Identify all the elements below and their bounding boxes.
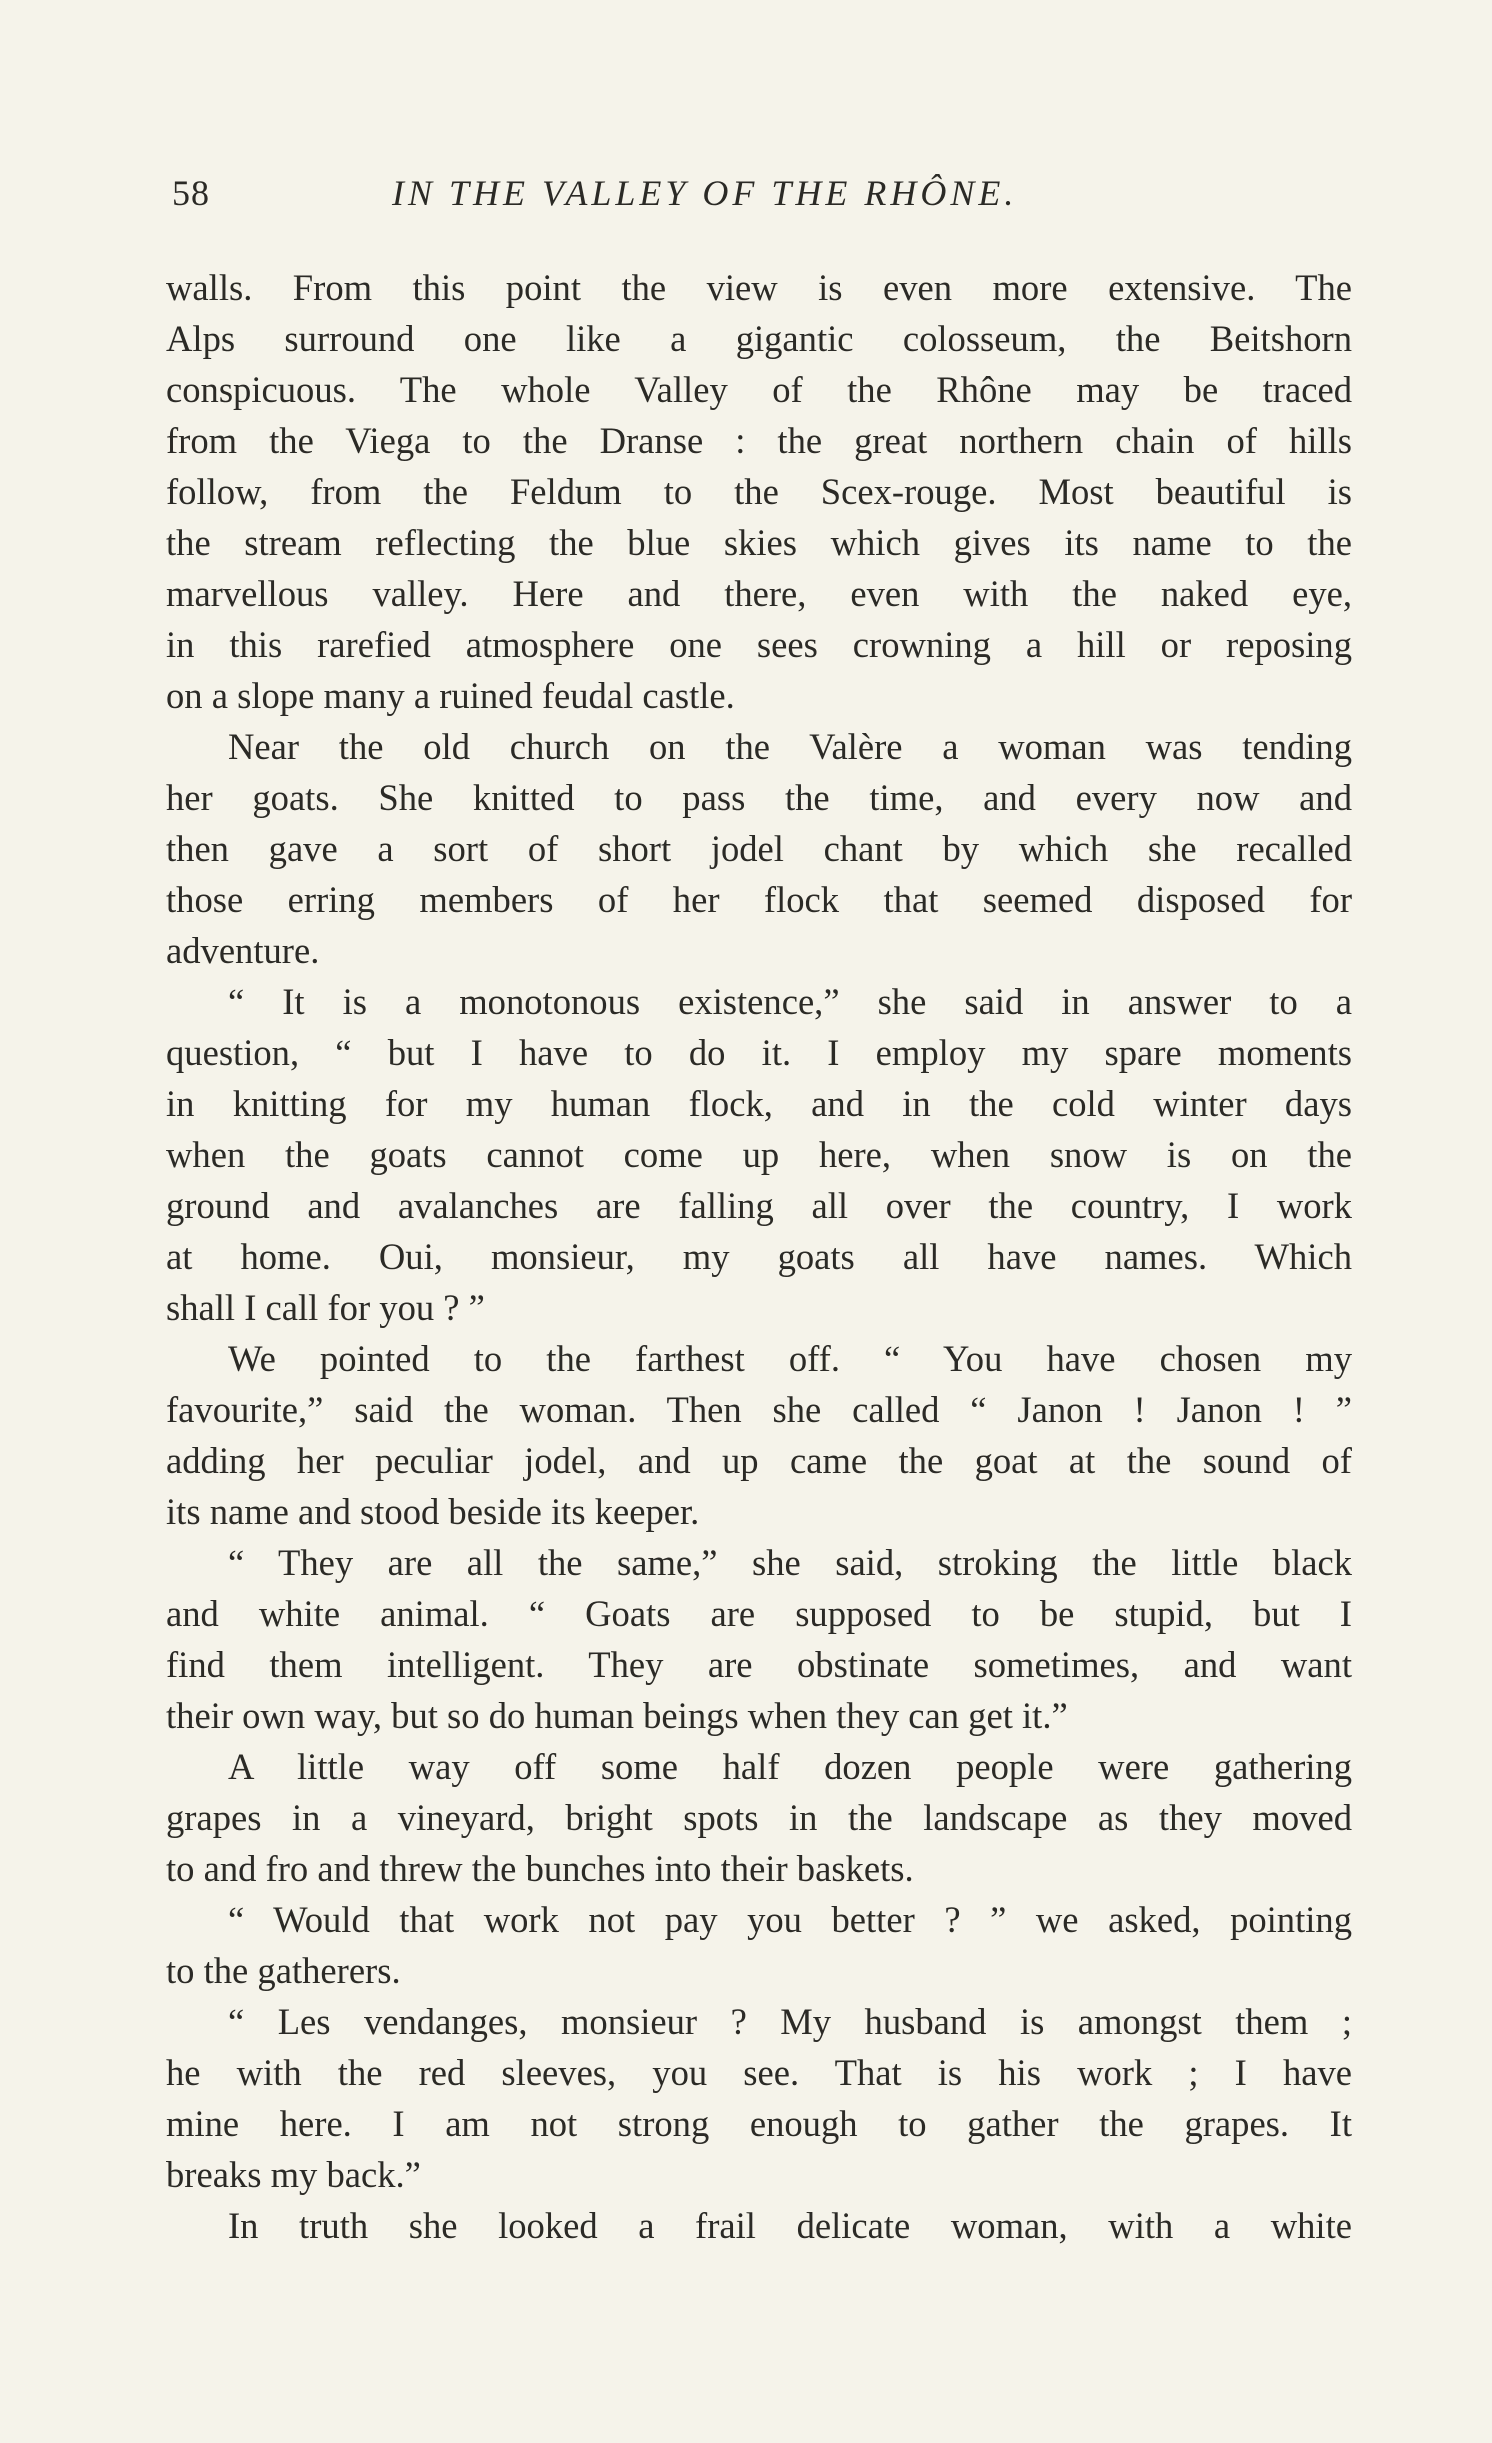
text-line: when the goats cannot come up here, when snow is on the bbox=[166, 1134, 1352, 1175]
text-line: favourite,” said the woman. Then she called “ Janon ! Janon ! ” bbox=[166, 1389, 1352, 1430]
text-line: to the gatherers. bbox=[166, 1950, 401, 1991]
text-line: at home. Oui, monsieur, my goats all have names. Which bbox=[166, 1236, 1352, 1277]
text-line: question, “ but I have to do it. I employ my spare moments bbox=[166, 1032, 1352, 1073]
text-line: shall I call for you ? ” bbox=[166, 1287, 485, 1328]
text-line: mine here. I am not strong enough to gather the grapes. It bbox=[166, 2103, 1352, 2144]
text-line: marvellous valley. Here and there, even with the naked eye, bbox=[166, 573, 1352, 614]
text-line: “ Les vendanges, monsieur ? My husband is amongst them ; bbox=[228, 2001, 1352, 2042]
text-line: and white animal. “ Goats are supposed to be stupid, but I bbox=[166, 1593, 1352, 1634]
text-line: “ They are all the same,” she said, stroking the little black bbox=[228, 1542, 1352, 1583]
text-line: her goats. She knitted to pass the time, and every now and bbox=[166, 777, 1352, 818]
text-line: “ Would that work not pay you better ? ” we asked, pointing bbox=[228, 1899, 1352, 1940]
text-line: A little way off some half dozen people were gathering bbox=[228, 1746, 1352, 1787]
text-line: Near the old church on the Valère a woman was tending bbox=[228, 726, 1352, 767]
text-line: those erring members of her flock that seemed disposed for bbox=[166, 879, 1352, 920]
text-line: Alps surround one like a gigantic colosseum, the Beitshorn bbox=[166, 318, 1352, 359]
body-text bbox=[166, 262, 1352, 2251]
text-line: find them intelligent. They are obstinate sometimes, and want bbox=[166, 1644, 1352, 1685]
text-line: follow, from the Feldum to the Scex-rouge. Most beautiful is bbox=[166, 471, 1352, 512]
page-number: 58 bbox=[172, 173, 210, 213]
text-line: to and fro and threw the bunches into their baskets. bbox=[166, 1848, 914, 1889]
text-line: grapes in a vineyard, bright spots in the landscape as they moved bbox=[166, 1797, 1352, 1838]
text-line: We pointed to the farthest off. “ You have chosen my bbox=[228, 1338, 1352, 1379]
text-line: then gave a sort of short jodel chant by which she recalled bbox=[166, 828, 1352, 869]
text-line: from the Viega to the Dranse : the great northern chain of hills bbox=[166, 420, 1352, 461]
text-line: ground and avalanches are falling all over the country, I work bbox=[166, 1185, 1352, 1226]
text-line: the stream reflecting the blue skies which gives its name to the bbox=[166, 522, 1352, 563]
text-line: adding her peculiar jodel, and up came the goat at the sound of bbox=[166, 1440, 1352, 1481]
text-line: walls. From this point the view is even more extensive. The bbox=[166, 267, 1352, 308]
text-line: “ It is a monotonous existence,” she said in answer to a bbox=[228, 981, 1352, 1022]
text-line: adventure. bbox=[166, 930, 320, 971]
text-line: conspicuous. The whole Valley of the Rhône may be traced bbox=[166, 369, 1352, 410]
text-line: breaks my back.” bbox=[166, 2154, 421, 2195]
page-header bbox=[168, 172, 1348, 224]
text-line: in knitting for my human flock, and in the cold winter days bbox=[166, 1083, 1352, 1124]
text-line: In truth she looked a frail delicate woman, with a white bbox=[228, 2205, 1352, 2246]
text-line: in this rarefied atmosphere one sees crowning a hill or reposing bbox=[166, 624, 1352, 665]
text-line: its name and stood beside its keeper. bbox=[166, 1491, 700, 1532]
text-line: their own way, but so do human beings when they can get it.” bbox=[166, 1695, 1068, 1736]
running-title: IN THE VALLEY OF THE RHÔNE. bbox=[392, 173, 1018, 213]
text-line: he with the red sleeves, you see. That is his work ; I have bbox=[166, 2052, 1352, 2093]
text-line: on a slope many a ruined feudal castle. bbox=[166, 675, 735, 716]
